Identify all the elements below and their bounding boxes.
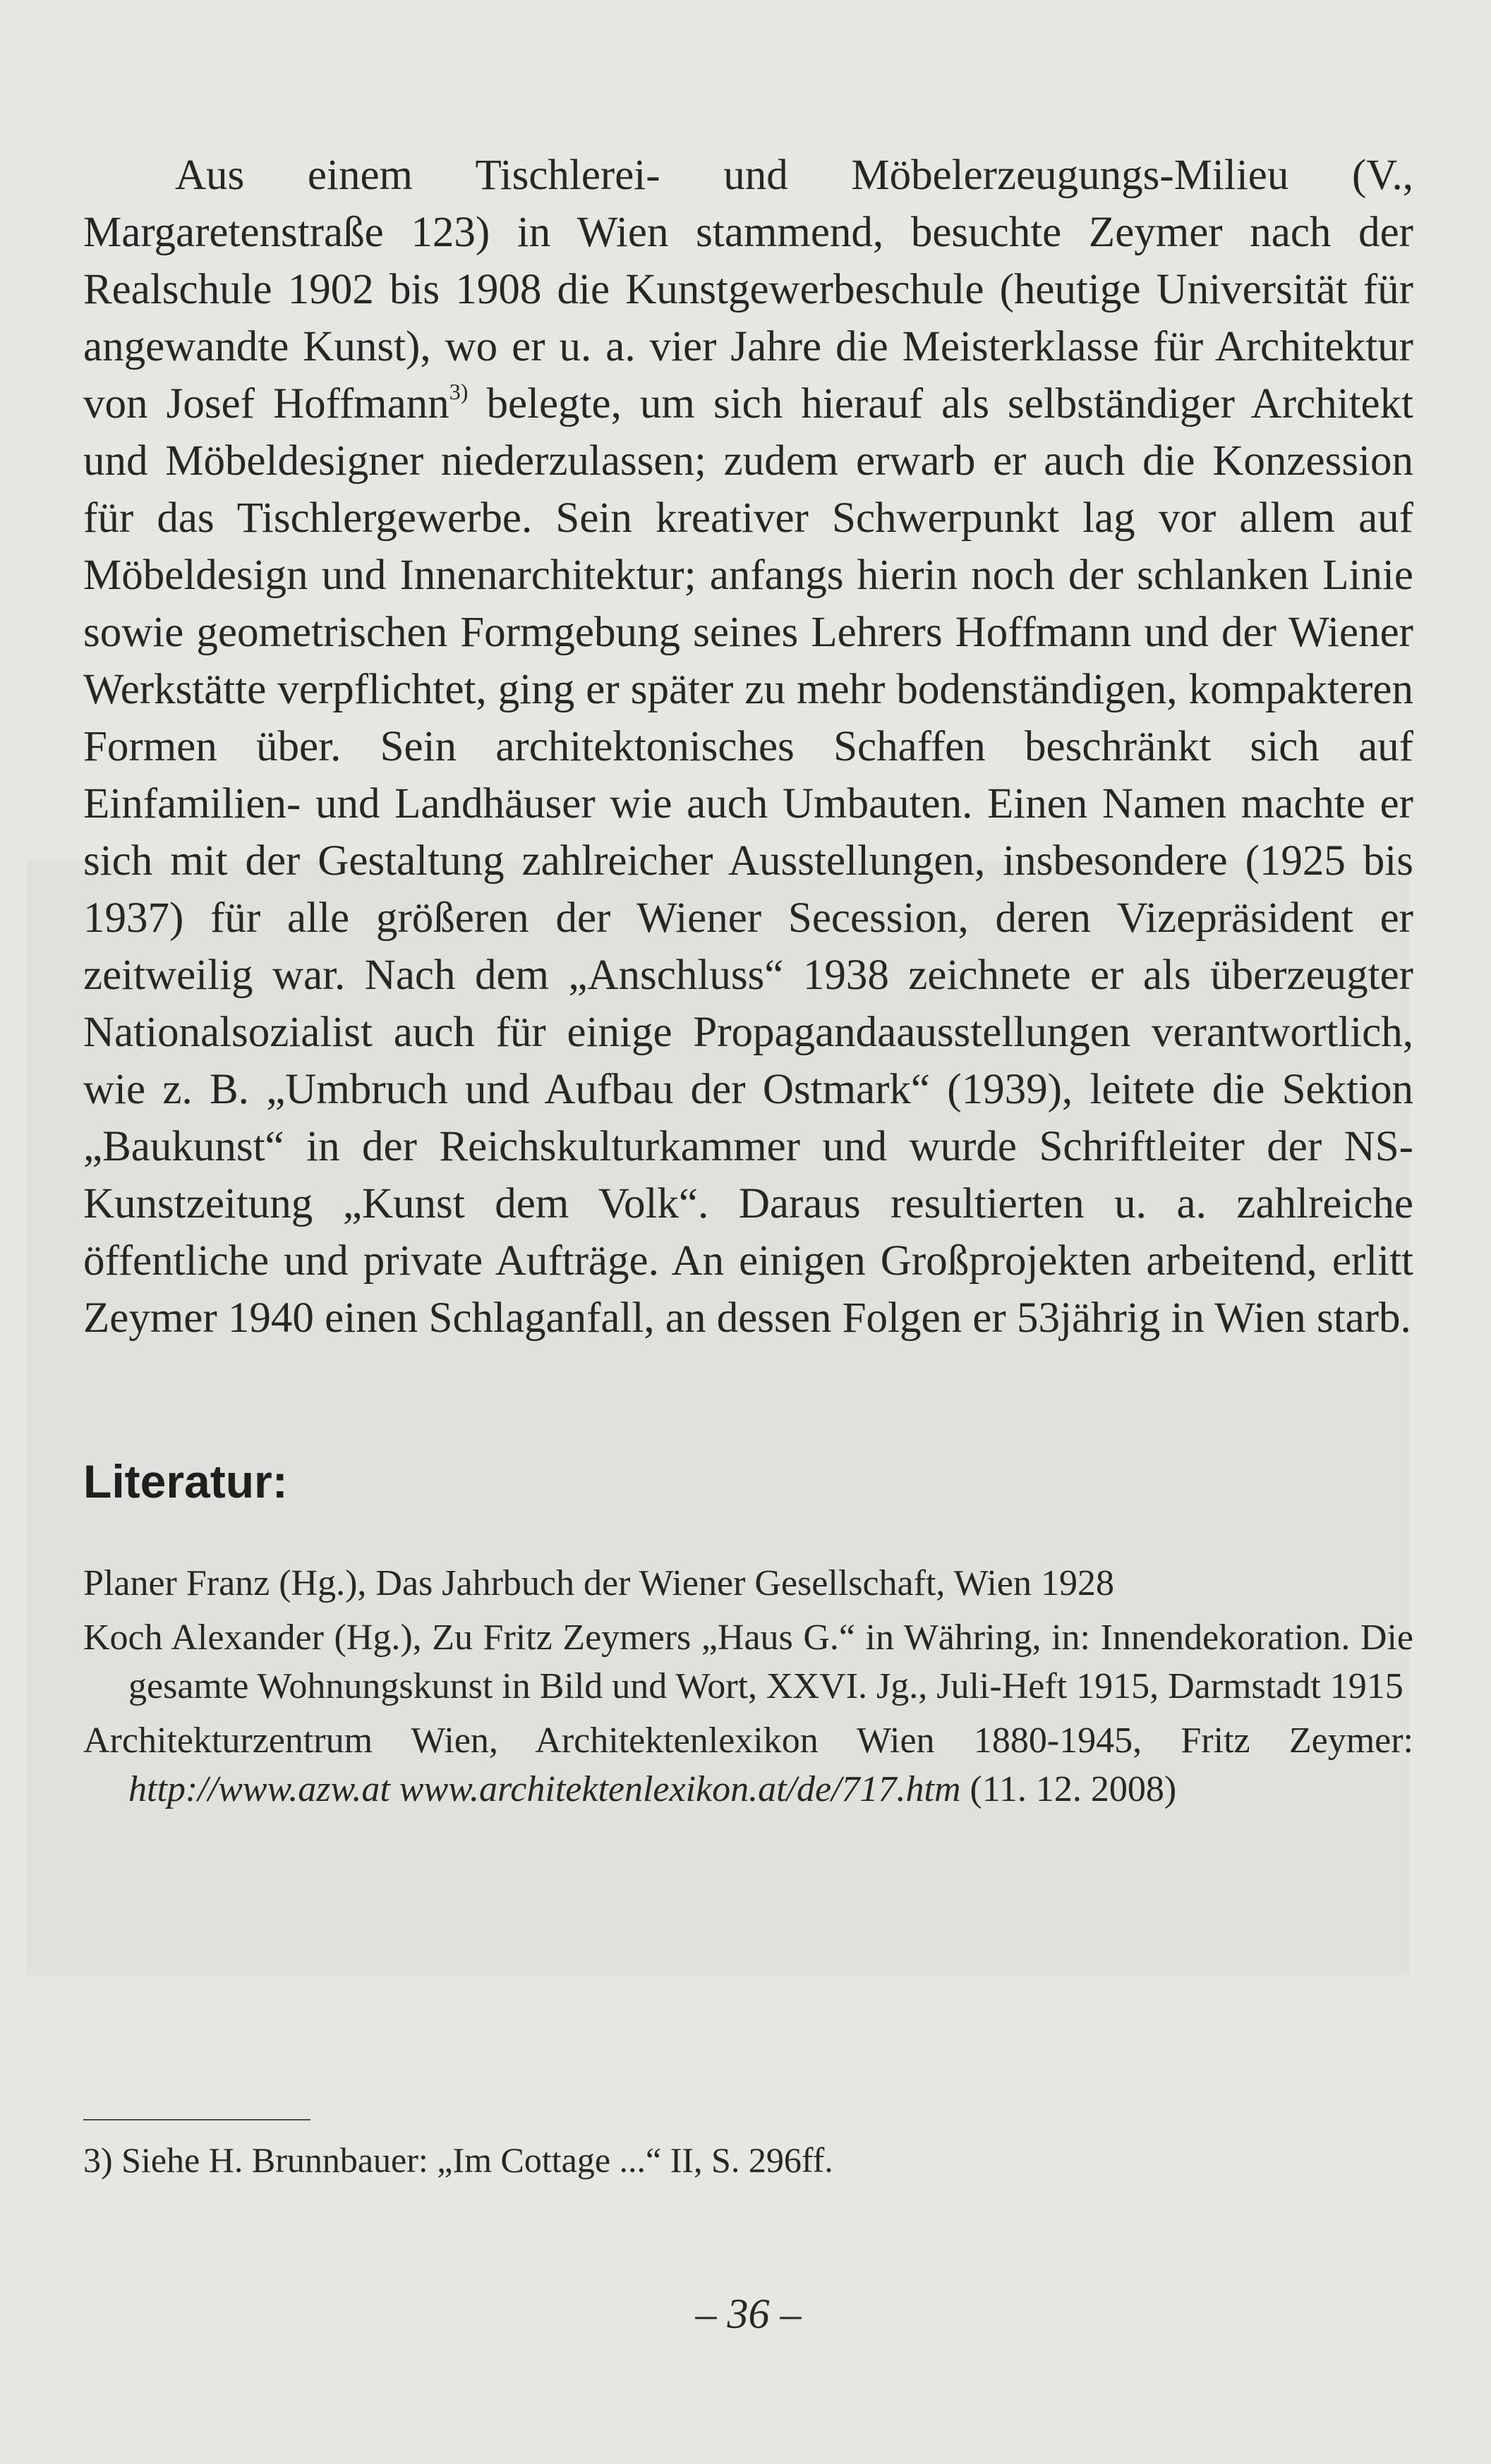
biography-paragraph bbox=[83, 147, 1413, 1347]
literature-entry bbox=[83, 1716, 1413, 1814]
literature-entry-date: (11. 12. 2008) bbox=[960, 1769, 1177, 1809]
literature-entry-text: Architekturzentrum Wien, Architektenlexikon Wien 1880-1945, Fritz Zeymer: bbox=[83, 1720, 1413, 1761]
paragraph-text-end: belegte, um sich hierauf als selbständiger Architekt und Möbeldesigner niederzulassen; zudem erwarb er auch die Konzession für das Tischlergewerbe. Sein kreativer Schwerpunkt lag vor allem auf Möbeldesign und Innenarchitektur; anfangs hierin noch der schlanken Linie sowie geometrischen Formgebung seines Lehrers Hoffmann und der Wiener Werkstätte verpflichtet, ging er später zu mehr bodenständigen, kompakteren Formen über. Sein architektonisches Schaffen beschränkt sich auf Einfamilien- und Landhäuser wie auch Umbauten. Einen Namen machte er sich mit der Gestaltung zahlreicher Ausstellungen, insbesondere (1925 bis 1937) für alle größeren der Wiener Secession, deren Vizepräsident er zeitweilig war. Nach dem „Anschluss“ 1938 zeichnete er als überzeugter Nationalsozialist auch für einige Propagandaausstellungen verantwortlich, wie z. B. „Umbruch und Aufbau der Ostmark“ (1939), leitete die Sektion „Baukunst“ in der Reichskulturkammer und wurde Schriftleiter der NS-Kunstzeitung „Kunst dem Volk“. Daraus resultierten u. a. zahlreiche öffentliche und private Aufträge. An einigen Großprojekten arbeitend, erlitt Zeymer 1940 einen Schlaganfall, an dessen Folgen er 53jährig in Wien starb. bbox=[83, 380, 1414, 1342]
footnote: 3) Siehe H. Brunnbauer: „Im Cottage ...“ II, S. 296ff. bbox=[83, 2140, 833, 2180]
literature-list bbox=[83, 1559, 1413, 1819]
footnote-reference[interactable]: 3) bbox=[449, 379, 469, 404]
literature-entry-links[interactable]: http://www.azw.at www.architektenlexikon.at/de/717.htm bbox=[128, 1769, 961, 1809]
footnote-divider bbox=[83, 2119, 310, 2120]
page-number: – 36 – bbox=[695, 2290, 802, 2337]
paragraph-text-start: Aus einem Tischlerei- und Möbelerzeugungs-Milieu (V., Margaretenstraße 123) in Wien stammend, besuchte Zeymer nach der Realschule 1902 bis 1908 die Kunstgewerbeschule (heutige Universität für angewandte Kunst), wo er u. a. vier Jahre die Meisterklasse für Architektur von Josef Hoffmann bbox=[83, 152, 1413, 427]
literature-entry: Planer Franz (Hg.), Das Jahrbuch der Wiener Gesellschaft, Wien 1928 bbox=[83, 1563, 1114, 1603]
literature-entry: Koch Alexander (Hg.), Zu Fritz Zeymers „Haus G.“ in Währing, in: Innendekoration. Die gesamte Wohnungskunst in Bild und Wort, XXVI. Jg., Juli-Heft 1915, Darmstadt 1915 bbox=[83, 1618, 1413, 1706]
literature-heading: Literatur: bbox=[83, 1455, 288, 1507]
